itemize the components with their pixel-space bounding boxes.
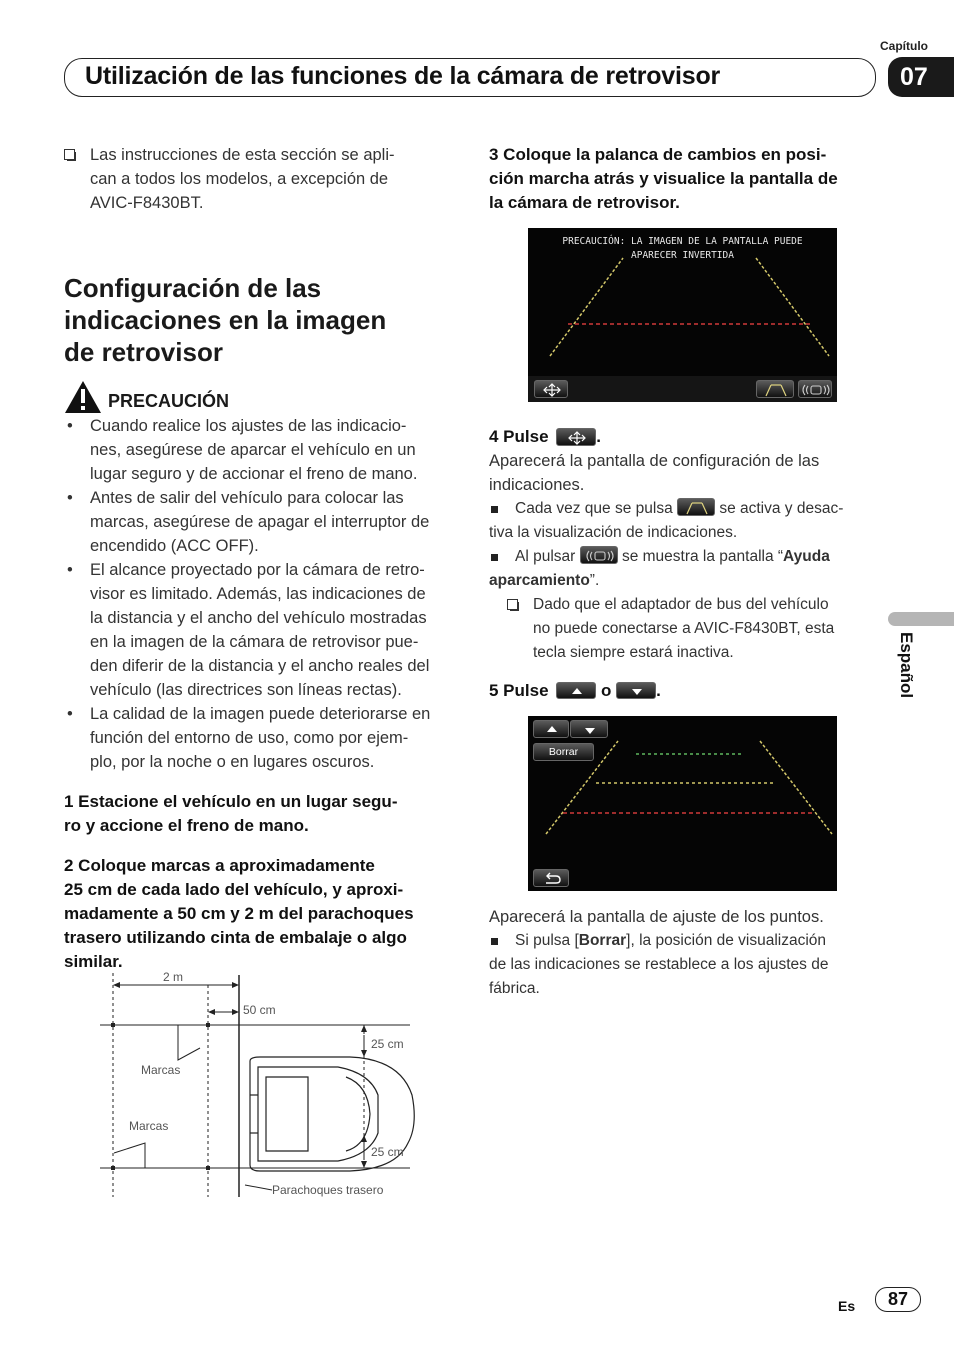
bullet-borrar: Si pulsa [Borrar], la posición de visualización de las indicaciones se restablece a los ajustes de fábrica. <box>489 929 874 1001</box>
chapter-number-badge: 07 <box>888 57 954 97</box>
note-checkbox-icon <box>507 599 518 610</box>
language-label: Español <box>897 632 916 699</box>
section-title: Configuración de las indicaciones en la imagen de retrovisor <box>64 273 387 367</box>
parking-assist-button[interactable] <box>798 380 832 398</box>
dim-50cm-label: 50 cm <box>243 1003 276 1017</box>
up-arrow-icon <box>556 682 596 699</box>
caution-item: • El alcance proyectado por la cámara de retro- visor es limitado. Además, las indicaciones de la distancia y el ancho del vehículo mostradas en la imagen de la cámara de retrovisor pue- den diferir de la distancia y el ancho reales del vehículo (las directrices son líneas rectas). <box>64 558 454 702</box>
down-arrow-button[interactable] <box>570 720 608 738</box>
screen-warning-line: PRECAUCIÓN: LA IMAGEN DE LA PANTALLA PUEDE <box>562 236 803 247</box>
marcas-label: Marcas <box>129 1119 169 1133</box>
parking-marks-diagram <box>100 965 430 1205</box>
caution-heading <box>64 380 454 414</box>
marcas-label: Marcas <box>141 1063 181 1077</box>
down-arrow-icon <box>616 682 656 699</box>
bullet-parking-assist: Al pulsar se muestra la pantalla “Ayuda aparcamiento”. <box>489 545 874 593</box>
caution-item: • La calidad de la imagen puede deteriorarse en función del entorno de uso, como por ejem- plo, por la noche o en lugares oscuros. <box>64 702 454 774</box>
step-4: 4 Pulse . Aparecerá la pantalla de configuración de las indicaciones. Cada vez que se pulsa se activa y desac- tiva la visualización de indicaciones. Al pulsar se muestra la pantalla “Ayuda aparcamiento”. Dado que el adaptador de bus del vehículo no puede conectarse a AVIC-F8430BT, esta tecla siempre estará inactiva. <box>489 425 874 665</box>
dim-25cm-top-label: 25 cm <box>371 1037 404 1051</box>
warning-triangle-icon <box>64 380 102 414</box>
step-5: 5 Pulse o . <box>489 681 661 700</box>
dim-25cm-bottom-label: 25 cm <box>371 1145 404 1159</box>
inactive-key-note: Dado que el adaptador de bus del vehículo no puede conectarse a AVIC-F8430BT, esta tecla siempre estará inactiva. <box>507 593 874 665</box>
rear-camera-screen <box>528 228 837 402</box>
parking-assist-icon <box>580 546 618 564</box>
caution-item: • Antes de salir del vehículo para colocar las marcas, asegúrese de apagar el interruptor de encendido (ACC OFF). <box>64 486 454 558</box>
language-tab <box>888 612 954 626</box>
adjust-points-screen <box>528 716 837 891</box>
intro-note: Las instrucciones de esta sección se apli- can a todos los modelos, a excepción de AVIC-F8430BT. <box>64 143 454 215</box>
left-column <box>64 143 454 974</box>
chapter-title: Utilización de las funciones de la cámara de retrovisor <box>85 62 721 90</box>
caution-label: PRECAUCIÓN <box>108 390 230 411</box>
note-checkbox-icon <box>64 149 75 160</box>
step-1: 1 Estacione el vehículo en un lugar segu- ro y accione el freno de mano. <box>64 792 398 835</box>
right-column <box>489 143 874 215</box>
adjust-arrows-button[interactable] <box>534 380 568 398</box>
footer-language: Es <box>838 1298 856 1314</box>
chapter-label: Capítulo <box>880 39 928 53</box>
guidelines-icon <box>677 498 715 516</box>
back-button[interactable] <box>533 869 569 887</box>
chapter-header <box>64 58 876 97</box>
adjust-arrows-icon <box>556 428 596 446</box>
page-number: 87 <box>875 1287 921 1312</box>
dim-2m-label: 2 m <box>163 970 184 984</box>
step-3: 3 Coloque la palanca de cambios en posi- ción marcha atrás y visualice la pantalla de la cámara de retrovisor. <box>489 145 838 212</box>
step-2: 2 Coloque marcas a aproximadamente 25 cm de cada lado del vehículo, y aproxi- madamente a 50 cm y 2 m del parachoques trasero utilizando cinta de embalaje o algo similar. <box>64 856 414 971</box>
bumper-label: Parachoques trasero <box>272 1183 384 1197</box>
step-5-description: Aparecerá la pantalla de ajuste de los puntos. Si pulsa [Borrar], la posición de visualización de las indicaciones se restablece a los ajustes de fábrica. <box>489 905 874 1001</box>
borrar-button[interactable]: Borrar <box>533 743 594 761</box>
caution-list <box>64 414 454 774</box>
up-arrow-button[interactable] <box>533 720 569 738</box>
screen-warning-line: APARECER INVERTIDA <box>631 250 734 261</box>
bullet-guidelines: Cada vez que se pulsa se activa y desac- tiva la visualización de indicaciones. <box>489 497 874 545</box>
caution-item: • Cuando realice los ajustes de las indicacio- nes, asegúrese de aparcar el vehículo en un lugar seguro y de accionar el freno de mano. <box>64 414 454 486</box>
guidelines-toggle-button[interactable] <box>756 380 794 398</box>
